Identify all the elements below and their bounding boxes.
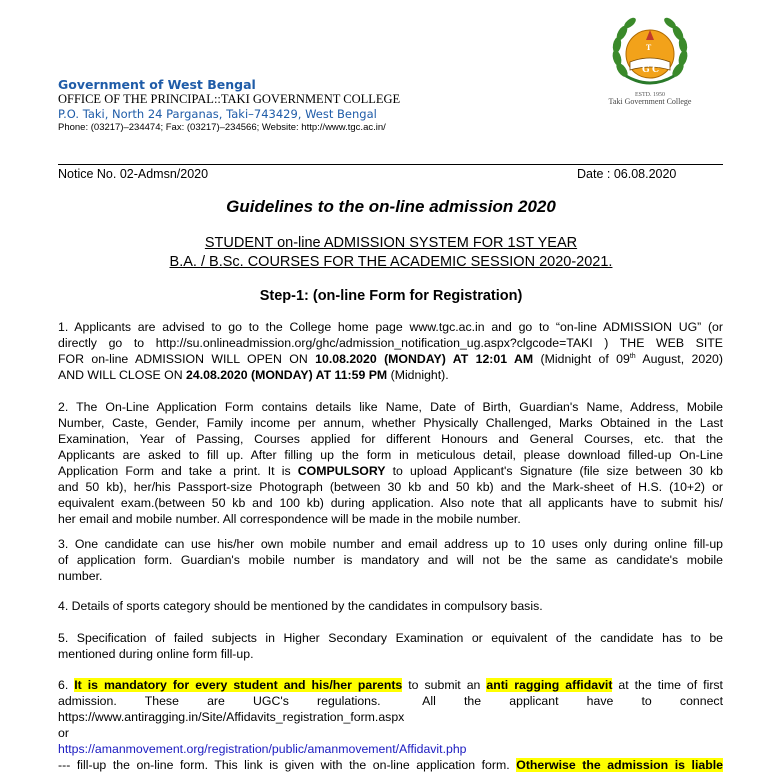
- p2-line-5: Application Form and take a print. It is COMPULSORY to upload Applicant's Signature (file size between 30 kb: [58, 464, 723, 478]
- p1-line-1: 1. Applicants are advised to go to the College home page www.tgc.ac.in and go to “on-line ADMISSION UG” (or: [58, 320, 723, 334]
- close-date: 24.08.2020 (MONDAY) AT 11:59 PM: [186, 368, 388, 382]
- compulsory-label: COMPULSORY: [297, 464, 386, 478]
- p6-line-6: --- fill-up the on-line form. This link is given with the on-line application form. Otherwise the admission is liable: [58, 758, 723, 772]
- amanmovement-link[interactable]: https://amanmovement.org/registration/public/amanmovement/Affidavit.php: [58, 742, 467, 756]
- header-divider: [58, 164, 723, 165]
- p3-line-1: 3. One candidate can use his/her own mobile number and email address up to 10 uses only during online fill-up: [58, 537, 723, 551]
- p1-line-3: FOR on-line ADMISSION WILL OPEN ON 10.08.2020 (MONDAY) AT 12:01 AM (Midnight of 09th August, 2020): [58, 352, 723, 366]
- p2-line-1: 2. The On-Line Application Form contains details like Name, Date of Birth, Guardian's Name, Address, Mobile: [58, 400, 723, 414]
- logo-college-name: Taki Government College: [608, 97, 692, 106]
- paragraph-3: [58, 536, 723, 584]
- paragraph-4: [58, 598, 723, 614]
- p6-line-2: admission. These are UGC's regulations. All the applicant have to connect: [58, 694, 723, 708]
- p6-or: or: [58, 726, 69, 740]
- logo-initial-right: C: [652, 65, 660, 75]
- p4-line-1: 4. Details of sports category should be mentioned by the candidates in compulsory basis.: [58, 599, 543, 613]
- notice-date: Date : 06.08.2020: [577, 167, 677, 181]
- page-title: Guidelines to the on-line admission 2020: [226, 197, 556, 216]
- step-heading: Step-1: (on-line Form for Registration): [259, 288, 523, 304]
- college-address: P.O. Taki, North 24 Parganas, Taki–743429, West Bengal: [58, 107, 377, 121]
- p2-line-4: Applicants are asked to fill up. After filling up the form in meticulous detail, please download filled-up On-Line: [58, 448, 723, 462]
- logo-initial-top: T: [646, 43, 652, 52]
- paragraph-6: [58, 677, 723, 773]
- paragraph-1: [58, 319, 723, 383]
- paragraph-2: [58, 399, 723, 527]
- p3-line-2: of application form. Guardian's mobile number is mandatory and will not be the same as candidate's mobile: [58, 553, 723, 567]
- logo-estd: ESTD. 1950: [635, 92, 665, 98]
- p2-line-6: and 50 kb), her/his Passport-size Photograph (between 30 kb and 50 kb) and the Mark-sheet of H.S. (10+2) or: [58, 480, 723, 494]
- antiragging-link[interactable]: https://www.antiragging.in/Site/Affidavits_registration_form.aspx: [58, 710, 405, 724]
- logo-initial-left: G: [642, 65, 650, 75]
- paragraph-5: [58, 630, 723, 662]
- p6-line-1: 6. It is mandatory for every student and his/her parents to submit an anti ragging affidavit at the time of first: [58, 678, 723, 692]
- subtitle-line-1: STUDENT on-line ADMISSION SYSTEM FOR 1ST YEAR: [204, 235, 578, 251]
- p1-line-2: directly go to http://su.onlineadmission.org/ghc/admission_notification_ug.aspx?clgcode=TAKI ) THE WEB SITE: [58, 336, 723, 350]
- office-name: OFFICE OF THE PRINCIPAL::TAKI GOVERNMENT COLLEGE: [58, 92, 401, 106]
- open-date: 10.08.2020 (MONDAY) AT 12:01 AM: [315, 352, 534, 366]
- mandatory-highlight: It is mandatory for every student and his/her parents: [74, 678, 403, 692]
- college-logo: [608, 10, 692, 94]
- government-name: Government of West Bengal: [58, 77, 256, 92]
- p1-line-4: AND WILL CLOSE ON 24.08.2020 (MONDAY) AT 11:59 PM (Midnight).: [58, 368, 449, 382]
- affidavit-highlight: anti ragging affidavit: [486, 678, 613, 692]
- p5-line-1: 5. Specification of failed subjects in Higher Secondary Examination or equivalent of the candidate has to be: [58, 631, 723, 645]
- college-emblem-icon: [608, 10, 692, 94]
- admission-liable-highlight: Otherwise the admission is liable: [516, 758, 723, 772]
- p2-line-8: her email and mobile number. All correspondence will be made in the mobile number.: [58, 512, 521, 526]
- p5-line-2: mentioned during online form fill-up.: [58, 647, 254, 661]
- p2-line-2: Number, Caste, Gender, Family income per annum, whether Physically Challenged, Marks Obtained in the Last: [58, 416, 723, 430]
- p3-line-3: number.: [58, 569, 103, 583]
- subtitle-line-2: B.A. / B.Sc. COURSES FOR THE ACADEMIC SESSION 2020-2021.: [169, 254, 613, 270]
- p2-line-3: Examination, Year of Passing, Courses applied for different Honours and General Courses, etc. that the: [58, 432, 723, 446]
- notice-number: Notice No. 02-Admsn/2020: [58, 167, 209, 181]
- p2-line-7: equivalent exam.(between 50 kb and 100 kb) during application. Also note that all applicants have to submit his/: [58, 496, 723, 510]
- contact-info: Phone: (03217)–234474; Fax: (03217)–234566; Website: http://www.tgc.ac.in/: [58, 122, 386, 133]
